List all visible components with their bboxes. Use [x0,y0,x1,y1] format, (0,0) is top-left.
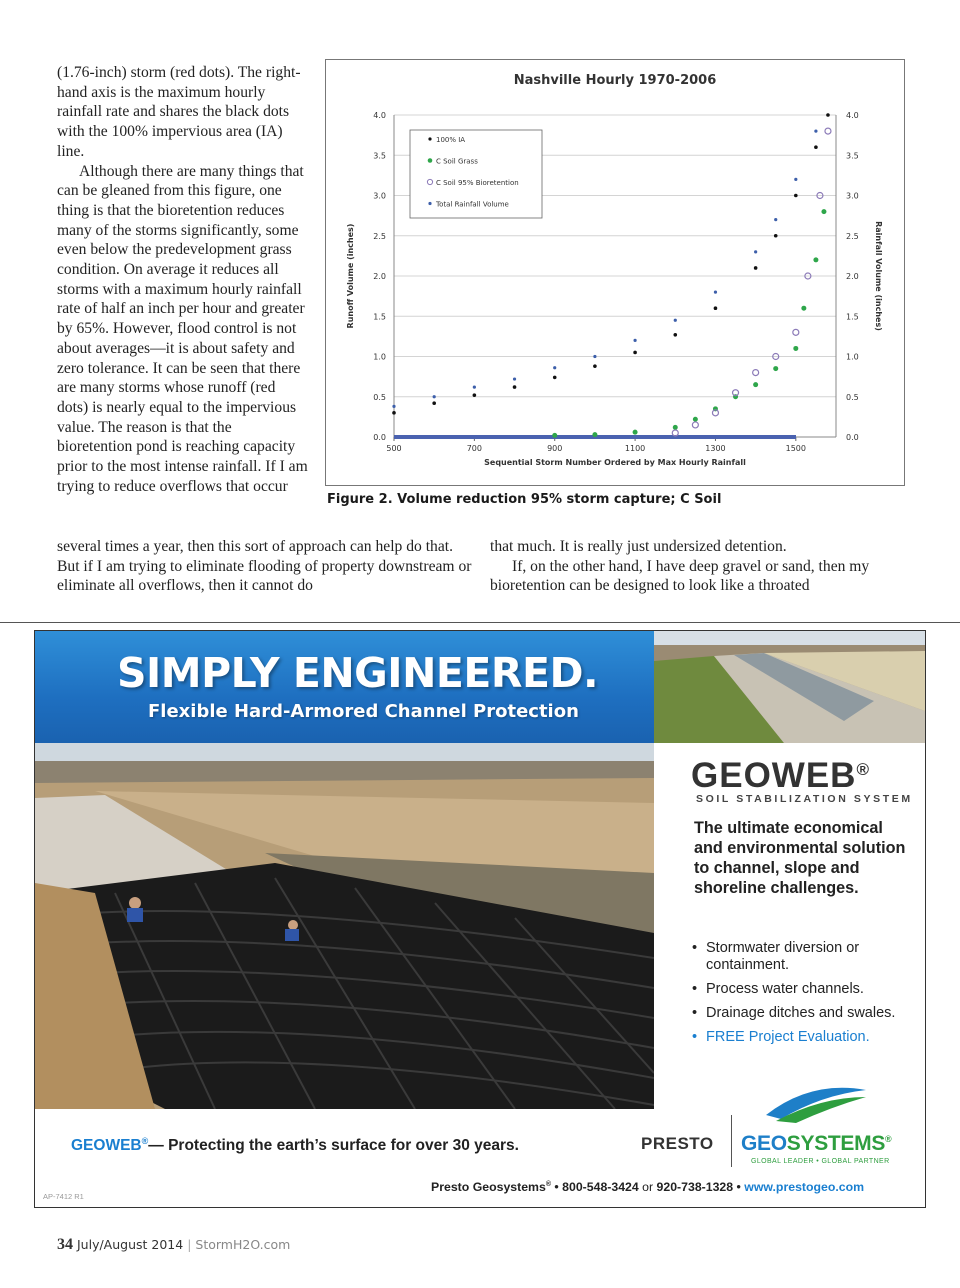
data-point [593,364,597,368]
article-fullwidth-right [490,537,900,596]
phone-number[interactable]: 920-738-1328 [656,1180,734,1194]
y-tick-label: 2.5 [373,231,386,241]
data-point [673,333,677,337]
logo-part: SYSTEMS [786,1132,886,1155]
article-fullwidth-left [57,537,477,596]
data-point [813,257,818,262]
ad-headline: SIMPLY ENGINEERED. [117,649,599,697]
y2-tick-label: 3.0 [846,191,859,201]
geosystems-logo [741,1132,891,1156]
data-point [692,422,698,428]
channel-photo-main [35,743,654,1109]
article-paragraph: several times a year, then this sort of approach can help do that. But if I am trying to eliminate flooding of property downstream or eliminate all overflows, then it cannot do [57,538,472,595]
y2-tick-label: 3.5 [846,151,859,161]
chart-title: Nashville Hourly 1970-2006 [513,73,717,88]
footer-tag-text: — Protecting the earth’s surface for over 30 years. [148,1137,519,1155]
data-point [793,346,798,351]
brand-subtitle: SOIL STABILIZATION SYSTEM [696,793,913,805]
brand-name: GEOWEB [691,756,857,795]
data-point [801,306,806,311]
legend-label: Total Rainfall Volume [436,200,509,209]
data-point [674,319,677,322]
y-axis-label: Runoff Volume (inches) [346,223,355,329]
figure-caption: Figure 2. Volume reduction 95% storm capture; C Soil [327,492,722,507]
x-tick-label: 1100 [624,444,646,453]
data-point [693,417,698,422]
data-point [714,306,718,310]
registered-mark: ® [545,1180,551,1188]
data-point [592,432,597,437]
y2-tick-label: 0.0 [846,433,859,442]
y-tick-label: 0.5 [373,392,386,402]
page-footer [57,1236,290,1254]
feature-item: • Stormwater diversion or containment. [692,940,917,973]
page-number: 34 [57,1236,73,1253]
data-point [633,339,636,342]
global-leader-line: GLOBAL LEADER • GLOBAL PARTNER [751,1158,890,1165]
section-divider [0,622,960,623]
data-point [714,291,717,294]
registered-mark: ® [885,1134,892,1144]
ad-code: AP-7412 R1 [43,1192,84,1201]
scatter-chart [326,60,904,485]
y2-tick-label: 2.0 [846,272,859,281]
article-paragraph: If, on the other hand, I have deep gravel or sand, then my bioretention can be designed to look like a throated [490,557,870,595]
y-tick-label: 2.0 [373,272,386,281]
legend-label: 100% IA [436,136,466,144]
data-point [773,366,778,371]
y-tick-label: 3.0 [373,191,386,201]
data-point [553,366,556,369]
data-point [821,209,826,214]
data-point [473,385,476,388]
data-point [793,329,799,335]
footer-brand: GEOWEB [71,1137,142,1155]
data-point [774,234,778,238]
figure-chart [325,59,905,486]
or-text: or [642,1180,654,1194]
free-evaluation-link[interactable]: • FREE Project Evaluation. [692,1029,917,1046]
data-point [673,425,678,430]
article-paragraph: Although there are many things that can be gleaned from this figure, one thing is that the bioretention reduces many of the storms significantly, some even below the predevelopment grass condition. On average it reduces all storms with a maximum hourly rainfall rate of half an inch per hour and greater by 65%. However, flood control is not about averages—it is about safety and zero tolerance. It can be seen that there are many storms whose runoff (red dots) is nearly equal to the impervious value. The reason is that the bioretention pond is reaching capacity prior to the most intense rainfall. If I am trying to reduce overflows that occur [57,162,308,495]
ad-banner [35,631,654,743]
presto-logo: PRESTO [641,1134,714,1153]
ad-subheadline: Flexible Hard-Armored Channel Protection [148,701,579,722]
y2-axis-label: Rainfall Volume (inches) [874,221,883,331]
website-link[interactable]: www.prestogeo.com [744,1180,865,1194]
x-tick-label: 1300 [705,444,726,453]
data-point [513,377,516,380]
y-tick-label: 0.0 [373,433,386,442]
y-tick-label: 1.0 [373,352,386,362]
channel-photo-small [654,631,925,743]
legend-label: C Soil 95% Bioretention [436,179,519,187]
x-tick-label: 500 [386,444,402,453]
geoweb-logo [691,756,870,796]
article-left-column [57,63,309,496]
data-point [814,130,817,133]
legend-marker [428,137,431,140]
data-point [826,113,830,117]
registered-mark: ® [141,1136,149,1146]
data-point [633,351,637,355]
geosystems-swoosh-icon [761,1085,871,1125]
data-point [392,411,396,415]
data-point [814,145,818,149]
feature-item: • Process water channels. [692,981,917,998]
data-point [774,218,777,221]
data-point [392,405,395,408]
data-point [633,430,638,435]
registered-mark: ® [856,760,870,779]
data-point [825,128,831,134]
article-paragraph: that much. It is really just undersized detention. [490,538,787,555]
y-tick-label: 4.0 [373,111,386,120]
footer-separator: | [187,1237,192,1252]
ad-tagline: The ultimate economical and environmental solution to channel, slope and shoreline challenges. [694,819,906,897]
feature-list [692,940,917,1053]
data-point [794,178,797,181]
data-point [513,385,517,389]
data-point [754,266,758,270]
data-point [754,250,757,253]
x-tick-label: 700 [466,444,483,453]
legend-marker [428,202,431,205]
y2-tick-label: 4.0 [846,111,859,120]
company-name: Presto Geosystems [431,1180,546,1194]
site-name: StormH2O.com [195,1237,291,1252]
data-point [553,376,557,380]
issue-date: July/August 2014 [76,1237,184,1252]
phone-number[interactable]: 800-548-3424 [562,1180,639,1194]
y2-tick-label: 0.5 [846,392,859,402]
x-tick-label: 1500 [785,444,806,453]
advertisement[interactable] [34,630,926,1208]
contact-line: Presto Geosystems® • 800-548-3424 or 920-738-1328 • www.prestogeo.com [431,1180,865,1194]
data-point [473,393,477,397]
data-point [794,194,798,198]
legend-label: C Soil Grass [436,157,478,166]
article-paragraph: (1.76-inch) storm (red dots). The right-hand axis is the maximum hourly rainfall rate and shares the black dots with the 100% impervious area (IA) line. [57,64,301,160]
y-tick-label: 3.5 [373,151,386,161]
logo-part: GEO [741,1132,787,1155]
data-point [753,370,759,376]
x-tick-label: 900 [547,444,563,453]
data-point [753,382,758,387]
legend-marker [428,158,433,163]
y2-tick-label: 2.5 [846,231,859,241]
data-point [432,401,436,405]
ad-footer-tagline [71,1136,519,1155]
x-axis-label: Sequential Storm Number Ordered by Max Hourly Rainfall [484,458,746,467]
y-tick-label: 1.5 [373,312,386,322]
feature-item: • Drainage ditches and swales. [692,1005,917,1022]
y2-tick-label: 1.0 [846,352,859,362]
y2-tick-label: 1.5 [846,312,859,322]
data-point [433,395,436,398]
data-point [552,433,557,438]
logo-divider [731,1115,732,1167]
data-point [593,355,596,358]
